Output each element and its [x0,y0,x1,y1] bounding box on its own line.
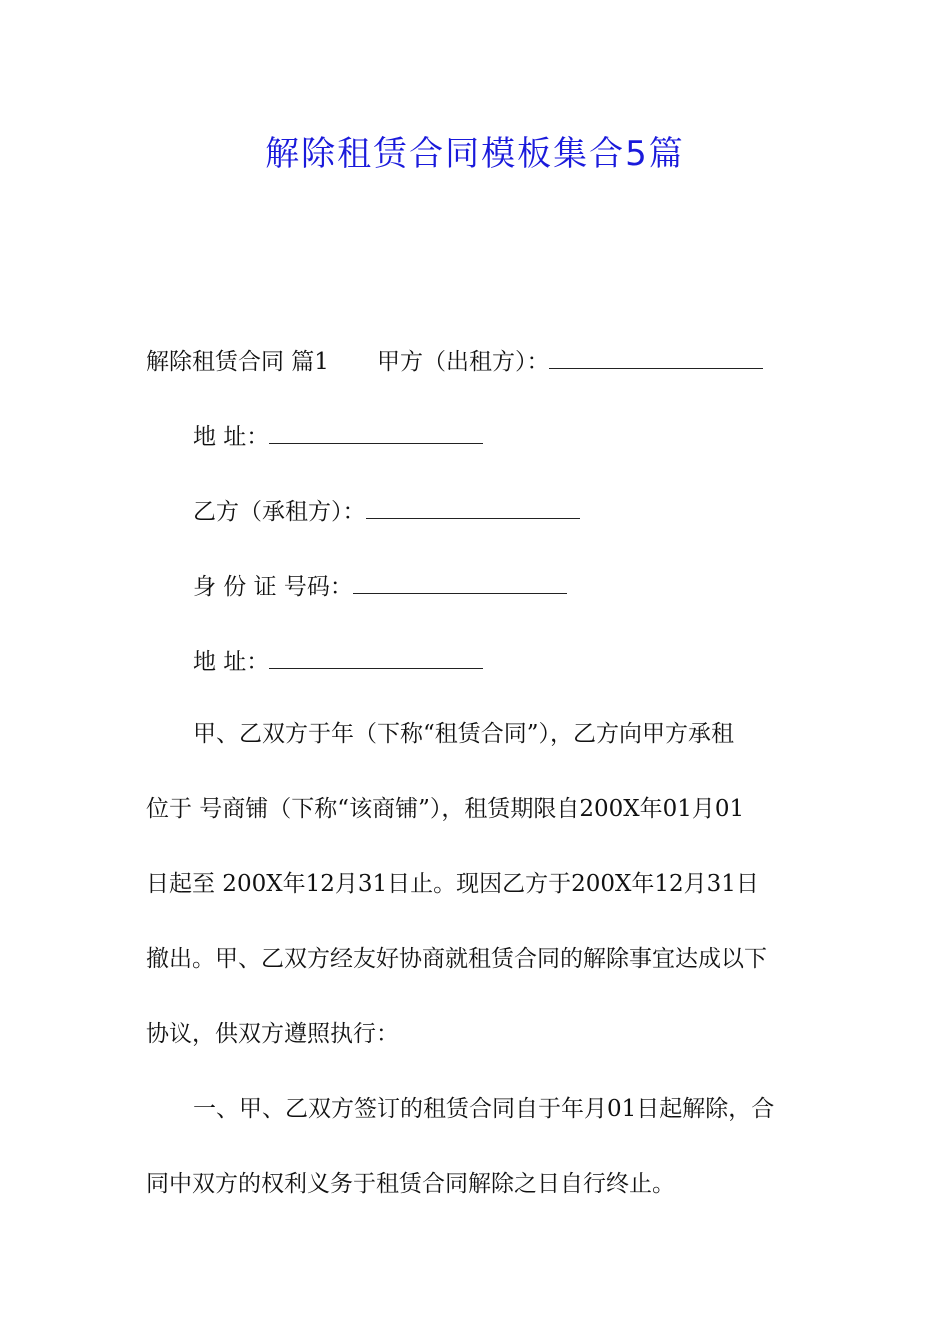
address-blank-2 [269,646,483,669]
party-a-blank [549,346,763,369]
paragraph-line: 协议，供双方遵照执行： [146,1021,399,1047]
paragraph-line: 撤出。甲、乙双方经友好协商就租赁合同的解除事宜达成以下 [146,946,767,972]
id-label: 身 份 证 号码： [193,574,353,600]
address-label-1: 地 址： [193,424,270,450]
id-line [193,571,567,602]
section-label: 解除租赁合同 篇1 [146,349,329,375]
id-blank [353,571,567,594]
address-label-2: 地 址： [193,649,270,675]
clause-line: 同中双方的权利义务于租赁合同解除之日自行终止。 [146,1171,675,1197]
address-line-2 [193,646,483,677]
address-line-1 [193,421,483,452]
paragraph-line: 甲、乙双方于年（下称“租赁合同”），乙方向甲方承租 [193,721,735,747]
header-line [146,346,763,377]
paragraph-line: 位于 号商铺（下称“该商铺”），租赁期限自200X年01月01 [146,796,745,822]
paragraph-line: 日起至 200X年12月31日止。现因乙方于200X年12月31日 [146,871,759,897]
party-b-label: 乙方（承租方）： [193,499,366,525]
clause-line: 一、甲、乙双方签订的租赁合同自于年月01日起解除，合 [193,1096,775,1122]
address-blank-1 [269,421,483,444]
party-a-label: 甲方（出租方）： [376,349,550,375]
party-b-blank [366,496,580,519]
document-title: 解除租赁合同模板集合5篇 [265,134,685,174]
party-b-line [193,496,580,527]
